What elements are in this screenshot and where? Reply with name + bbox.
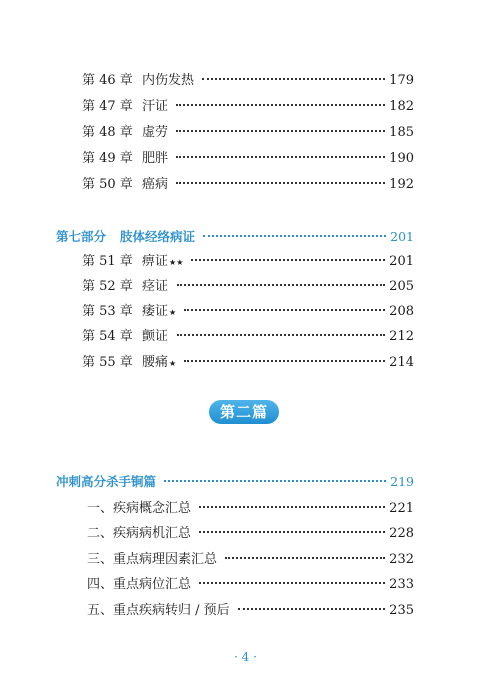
part-label: 第七部分 xyxy=(56,229,107,244)
page-footer-number: · 4 · xyxy=(234,650,257,664)
chapter-number: 第 51 章 xyxy=(82,254,133,269)
dot-leader xyxy=(191,259,385,261)
dot-leader xyxy=(238,608,386,610)
page-number: 208 xyxy=(389,304,414,319)
chapter-title: 痹证 xyxy=(142,254,169,269)
dot-leader xyxy=(199,506,385,508)
dot-leader xyxy=(177,284,385,286)
summary-title: 五、重点疾病转归 / 预后 xyxy=(87,603,230,618)
page-number: 214 xyxy=(389,355,414,370)
dot-leader xyxy=(203,235,386,237)
star-icon: ★ xyxy=(169,308,177,317)
dot-leader xyxy=(177,334,385,336)
section-title: 冲刺高分杀手锏篇 xyxy=(56,474,157,489)
toc-entry xyxy=(87,577,414,593)
chapter-number: 第 48 章 xyxy=(82,125,133,140)
page-number: 233 xyxy=(389,577,414,592)
toc-entry xyxy=(82,279,414,295)
part-heading xyxy=(56,229,414,245)
toc-entry xyxy=(82,254,414,271)
toc-entry xyxy=(87,552,414,568)
page-number: 235 xyxy=(389,603,414,618)
page-number: 219 xyxy=(390,474,414,489)
toc-entry xyxy=(82,99,414,115)
chapter-title: 癌病 xyxy=(142,177,169,192)
page-number: 179 xyxy=(389,73,414,88)
section-heading xyxy=(56,474,414,490)
star-icon: ★ xyxy=(169,359,177,368)
dot-leader xyxy=(176,156,385,158)
chapter-title: 内伤发热 xyxy=(142,73,195,88)
page-number: 182 xyxy=(389,99,414,114)
chapter-number: 第 55 章 xyxy=(82,355,133,370)
dot-leader xyxy=(176,182,385,184)
chapter-title: 痉证 xyxy=(142,279,169,294)
toc-entry xyxy=(87,526,414,542)
summary-title: 四、重点病位汇总 xyxy=(87,577,192,592)
dot-leader xyxy=(184,360,385,362)
chapter-number: 第 52 章 xyxy=(82,279,133,294)
chapter-title: 痿证 xyxy=(142,304,169,319)
dot-leader xyxy=(164,480,386,482)
page-number: 201 xyxy=(390,229,414,244)
page-number: 221 xyxy=(389,501,414,516)
star-icon: ★★ xyxy=(169,258,184,267)
summary-title: 二、疾病病机汇总 xyxy=(87,526,192,541)
page-number: 201 xyxy=(389,254,414,269)
toc-entry xyxy=(82,73,414,89)
dot-leader xyxy=(225,557,385,559)
page-number: 185 xyxy=(389,125,414,140)
page-number: 205 xyxy=(389,279,414,294)
toc-entry xyxy=(82,329,414,345)
chapter-title: 腰痛 xyxy=(142,355,169,370)
dot-leader xyxy=(199,531,385,533)
summary-title: 一、疾病概念汇总 xyxy=(87,501,192,516)
page-number: 212 xyxy=(389,329,414,344)
chapter-number: 第 49 章 xyxy=(82,151,133,166)
chapter-title: 汗证 xyxy=(142,99,169,114)
chapter-title: 肥胖 xyxy=(142,151,169,166)
toc-entry xyxy=(82,355,414,372)
chapter-title: 颤证 xyxy=(142,329,169,344)
toc-entry xyxy=(82,125,414,141)
summary-title: 三、重点病理因素汇总 xyxy=(87,552,218,567)
toc-entry xyxy=(82,151,414,167)
toc-entry xyxy=(82,177,414,193)
chapter-title: 虚劳 xyxy=(142,125,169,140)
dot-leader xyxy=(176,104,385,106)
dot-leader xyxy=(202,78,385,80)
dot-leader xyxy=(199,582,385,584)
part-title: 肢体经络病证 xyxy=(120,229,196,244)
toc-entry xyxy=(82,304,414,321)
page-number: 228 xyxy=(389,526,414,541)
dot-leader xyxy=(176,130,385,132)
toc-entry xyxy=(87,501,414,517)
chapter-number: 第 46 章 xyxy=(82,73,133,88)
chapter-number: 第 47 章 xyxy=(82,99,133,114)
chapter-number: 第 53 章 xyxy=(82,304,133,319)
dot-leader xyxy=(184,309,385,311)
volume-badge: 第二篇 xyxy=(209,400,279,424)
page-number: 192 xyxy=(389,177,414,192)
chapter-number: 第 54 章 xyxy=(82,329,133,344)
page-number: 190 xyxy=(389,151,414,166)
toc-entry xyxy=(87,603,414,619)
page-number: 232 xyxy=(389,552,414,567)
chapter-number: 第 50 章 xyxy=(82,177,133,192)
